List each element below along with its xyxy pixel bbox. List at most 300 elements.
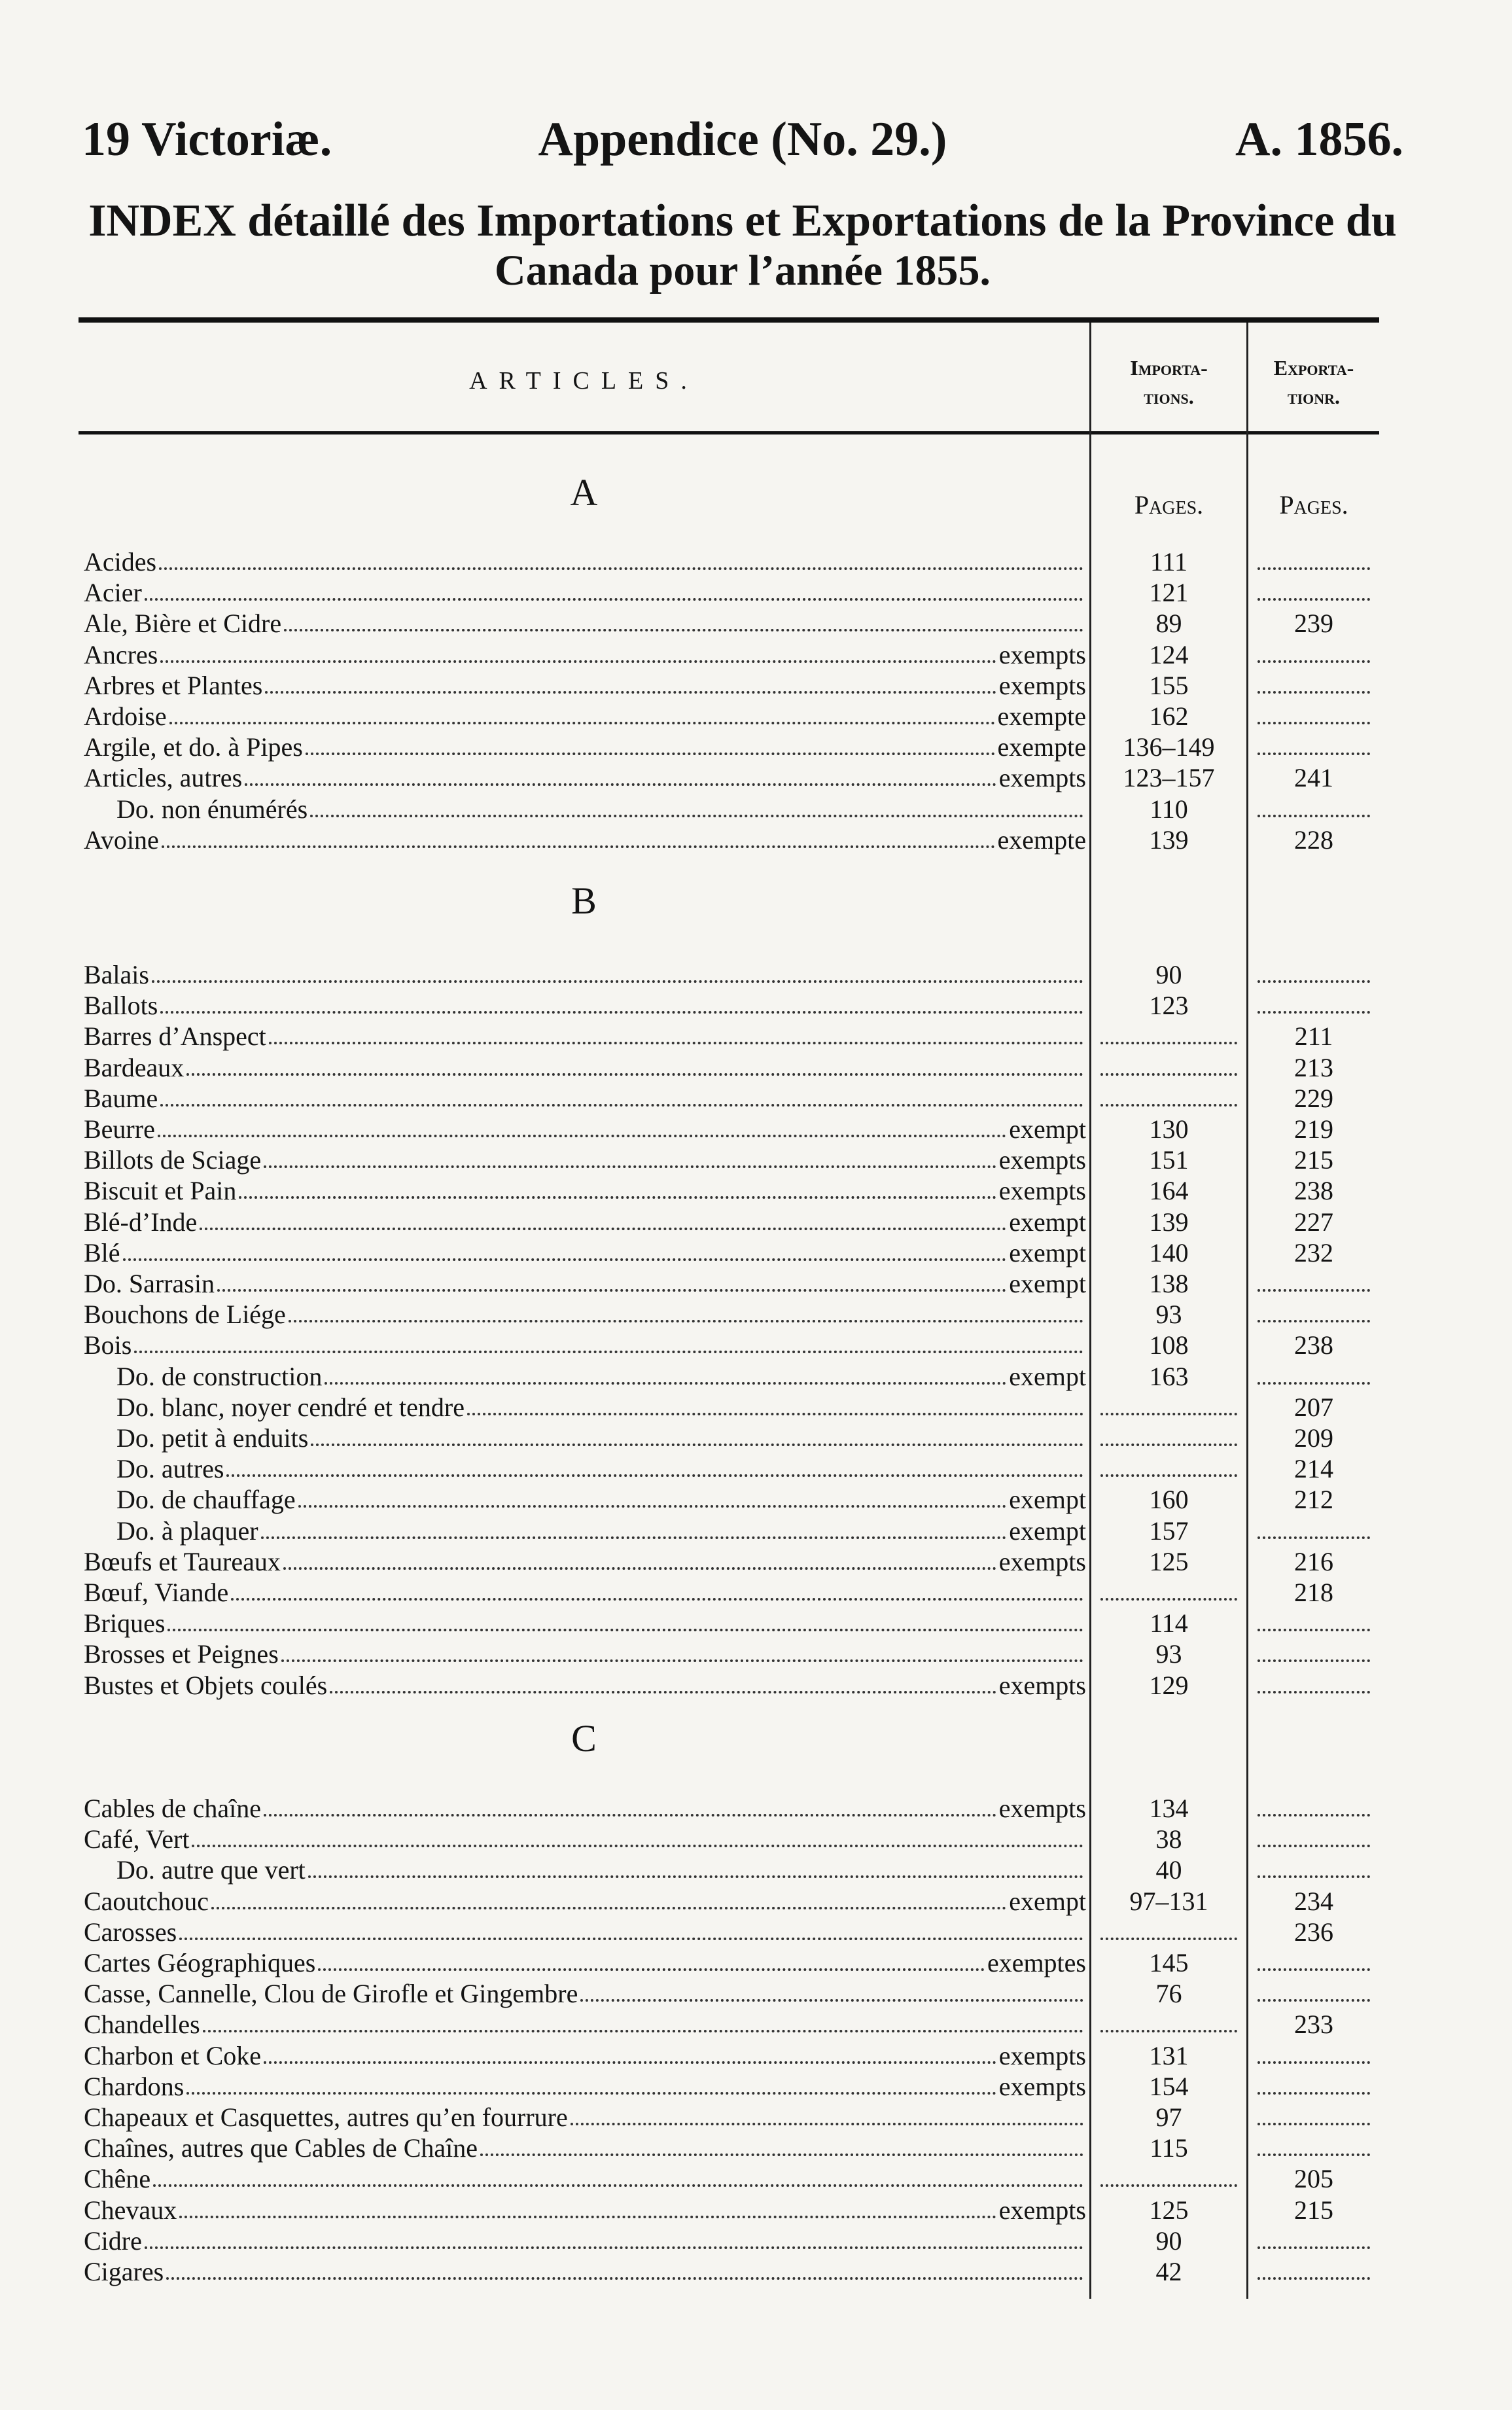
article-name: Acides bbox=[84, 547, 157, 576]
importations-page: 121 bbox=[1149, 578, 1189, 607]
article-cell bbox=[84, 1978, 1086, 2009]
exportations-page bbox=[1248, 959, 1379, 990]
exemption-note: exempts bbox=[998, 2072, 1086, 2101]
importations-page: 90 bbox=[1155, 2226, 1182, 2256]
article-name: Cidre bbox=[84, 2226, 142, 2256]
article-cell bbox=[84, 1608, 1086, 1639]
exportations-page: 238 bbox=[1294, 1330, 1333, 1360]
exportations-page: 211 bbox=[1294, 1021, 1333, 1051]
index-row bbox=[84, 1330, 1379, 1360]
article-name: Chêne bbox=[84, 2164, 151, 2193]
article-cell bbox=[84, 1577, 1086, 1608]
empty-cell-dots bbox=[1257, 546, 1370, 570]
index-row bbox=[84, 1577, 1379, 1608]
header-appendix: Appendice (No. 29.) bbox=[538, 113, 947, 166]
empty-cell-dots bbox=[1100, 1083, 1237, 1107]
index-row bbox=[84, 1670, 1379, 1701]
importations-header-line-1: Importa- bbox=[1130, 356, 1208, 380]
dot-leader bbox=[480, 2133, 1083, 2156]
exemption-note: exempt bbox=[1009, 1269, 1086, 1298]
importations-page: 123–157 bbox=[1123, 763, 1215, 792]
article-name: Bouchons de Liége bbox=[84, 1300, 286, 1329]
dot-leader bbox=[217, 1268, 1006, 1292]
article-cell bbox=[84, 1361, 1086, 1392]
article-name: Chaînes, autres que Cables de Chaîne bbox=[84, 2133, 478, 2163]
exemption-note: exempt bbox=[1009, 1485, 1086, 1514]
index-row bbox=[84, 1361, 1379, 1392]
dot-leader bbox=[153, 2163, 1083, 2187]
exemption-note: exempt bbox=[1009, 1238, 1086, 1267]
exportations-page bbox=[1248, 990, 1379, 1021]
exportations-page bbox=[1248, 1978, 1379, 2009]
article-cell bbox=[84, 1052, 1086, 1083]
article-cell bbox=[84, 546, 1086, 577]
dot-leader bbox=[160, 1083, 1083, 1107]
exportations-page bbox=[1248, 1670, 1379, 1701]
dot-leader bbox=[211, 1886, 1006, 1909]
article-cell bbox=[84, 1917, 1086, 1947]
dot-leader bbox=[159, 546, 1083, 570]
importations-page: 134 bbox=[1149, 1794, 1189, 1823]
index-row bbox=[84, 732, 1379, 762]
empty-cell-dots bbox=[1257, 701, 1370, 724]
article-cell bbox=[84, 1144, 1086, 1175]
articles-column-header: ARTICLES. bbox=[469, 367, 699, 395]
index-row bbox=[84, 2102, 1379, 2133]
importations-page: 108 bbox=[1149, 1330, 1189, 1360]
article-cell bbox=[84, 1886, 1086, 1917]
article-name: Bois bbox=[84, 1330, 132, 1360]
dot-leader bbox=[580, 1978, 1083, 2002]
index-row bbox=[84, 1268, 1379, 1299]
exemption-note: exempt bbox=[1009, 1362, 1086, 1391]
index-row bbox=[84, 608, 1379, 639]
importations-page: 90 bbox=[1155, 960, 1182, 989]
empty-cell-dots bbox=[1257, 2133, 1370, 2156]
exportations-page bbox=[1248, 1854, 1379, 1885]
exportations-page: 236 bbox=[1294, 1917, 1333, 1947]
empty-cell-dots bbox=[1257, 1361, 1370, 1385]
article-name: Argile, et do. à Pipes bbox=[84, 732, 303, 762]
exemption-note: exempts bbox=[998, 1176, 1086, 1205]
exportations-page: 215 bbox=[1294, 2195, 1333, 2225]
index-row bbox=[84, 2071, 1379, 2102]
article-cell bbox=[84, 639, 1086, 670]
exportations-page bbox=[1248, 732, 1379, 762]
dot-leader bbox=[264, 2040, 996, 2064]
dot-leader bbox=[308, 1854, 1083, 1878]
empty-cell-dots bbox=[1257, 1978, 1370, 2002]
dot-leader bbox=[283, 1546, 996, 1570]
index-row bbox=[84, 546, 1379, 577]
exemption-note: exempt bbox=[1009, 1887, 1086, 1916]
index-row bbox=[84, 701, 1379, 732]
article-name: Bœuf, Viande bbox=[84, 1578, 229, 1607]
importations-page: 110 bbox=[1150, 794, 1188, 824]
dot-leader bbox=[289, 1299, 1083, 1322]
exportations-page: 227 bbox=[1294, 1207, 1333, 1237]
index-row bbox=[84, 1546, 1379, 1577]
exemption-note: exempts bbox=[998, 763, 1086, 792]
empty-cell-dots bbox=[1257, 794, 1370, 817]
exemption-note: exempt bbox=[1009, 1516, 1086, 1546]
exemption-note: exempts bbox=[998, 2195, 1086, 2225]
importations-page: 155 bbox=[1149, 671, 1189, 700]
index-row bbox=[84, 2225, 1379, 2256]
empty-cell-dots bbox=[1257, 1854, 1370, 1878]
article-name: Do. de construction bbox=[116, 1362, 323, 1391]
exportations-page bbox=[1248, 2040, 1379, 2071]
article-cell bbox=[84, 1392, 1086, 1423]
index-row bbox=[84, 1453, 1379, 1484]
exportations-page bbox=[1248, 2133, 1379, 2163]
page-title bbox=[82, 196, 1403, 296]
empty-cell-dots bbox=[1257, 2225, 1370, 2249]
index-row bbox=[84, 1299, 1379, 1330]
importations-page: 93 bbox=[1155, 1300, 1182, 1329]
article-cell bbox=[84, 1237, 1086, 1268]
article-name: Bardeaux bbox=[84, 1053, 185, 1082]
article-name: Barres d’Anspect bbox=[84, 1021, 266, 1051]
importations-page bbox=[1091, 1083, 1246, 1114]
empty-cell-dots bbox=[1100, 1423, 1237, 1446]
index-row bbox=[84, 1793, 1379, 1824]
article-cell bbox=[84, 1515, 1086, 1546]
exemption-note: exempts bbox=[998, 1671, 1086, 1700]
article-name: Baume bbox=[84, 1084, 158, 1113]
dot-leader bbox=[158, 1114, 1006, 1137]
index-row bbox=[84, 1608, 1379, 1639]
article-cell bbox=[84, 1947, 1086, 1978]
importations-page bbox=[1091, 1052, 1246, 1083]
importations-page: 140 bbox=[1149, 1238, 1189, 1267]
dot-leader bbox=[239, 1175, 996, 1199]
exportations-page: 228 bbox=[1294, 825, 1333, 855]
empty-cell-dots bbox=[1257, 1670, 1370, 1693]
importations-page: 162 bbox=[1149, 701, 1189, 731]
exemption-note: exemptes bbox=[987, 1948, 1086, 1977]
importations-page bbox=[1091, 1423, 1246, 1453]
importations-page: 111 bbox=[1150, 547, 1188, 576]
article-cell bbox=[84, 2163, 1086, 2194]
index-row bbox=[84, 2133, 1379, 2163]
index-row bbox=[84, 1175, 1379, 1206]
exportations-page: 215 bbox=[1294, 1145, 1333, 1175]
article-name: Ballots bbox=[84, 991, 158, 1020]
article-name: Chevaux bbox=[84, 2195, 177, 2225]
dot-leader bbox=[186, 1052, 1083, 1076]
importations-page: 114 bbox=[1150, 1608, 1188, 1638]
index-row bbox=[84, 1854, 1379, 1885]
exportations-page: 219 bbox=[1294, 1114, 1333, 1144]
exemption-note: exempte bbox=[997, 825, 1086, 855]
dot-leader bbox=[284, 608, 1083, 631]
dot-leader bbox=[167, 1608, 1083, 1631]
exportations-page bbox=[1248, 2256, 1379, 2287]
article-name: Cigares bbox=[84, 2257, 164, 2286]
importations-page: 40 bbox=[1155, 1855, 1182, 1885]
dot-leader bbox=[226, 1453, 1083, 1477]
exportations-page: 209 bbox=[1294, 1423, 1333, 1453]
exportations-page bbox=[1248, 1639, 1379, 1669]
empty-cell-dots bbox=[1257, 1515, 1370, 1539]
importations-page bbox=[1091, 1577, 1246, 1608]
pages-label-exp: Pages. bbox=[1279, 490, 1348, 520]
dot-leader bbox=[179, 2195, 996, 2218]
exportations-page: 239 bbox=[1294, 609, 1333, 638]
dot-leader bbox=[306, 732, 995, 755]
exemption-note: exempts bbox=[998, 1547, 1086, 1576]
article-cell bbox=[84, 1793, 1086, 1824]
article-cell bbox=[84, 824, 1086, 855]
empty-cell-dots bbox=[1100, 2163, 1237, 2187]
index-row bbox=[84, 1515, 1379, 1546]
exportations-page bbox=[1248, 1268, 1379, 1299]
article-name: Ale, Bière et Cidre bbox=[84, 609, 282, 638]
header-rule bbox=[79, 431, 1379, 434]
exportations-page: 213 bbox=[1294, 1053, 1333, 1082]
index-row bbox=[84, 2163, 1379, 2194]
importations-page: 157 bbox=[1149, 1516, 1189, 1546]
article-cell bbox=[84, 794, 1086, 824]
article-cell bbox=[84, 577, 1086, 608]
article-cell bbox=[84, 2225, 1086, 2256]
article-cell bbox=[84, 1299, 1086, 1330]
importations-page: 97–131 bbox=[1129, 1887, 1208, 1916]
header-session: 19 Victoriæ. bbox=[82, 113, 332, 166]
index-row bbox=[84, 2256, 1379, 2287]
article-name: Bustes et Objets coulés bbox=[84, 1671, 328, 1700]
importations-page: 136–149 bbox=[1123, 732, 1215, 762]
exemption-note: exempts bbox=[998, 640, 1086, 669]
article-cell bbox=[84, 990, 1086, 1021]
dot-leader bbox=[325, 1361, 1006, 1385]
importations-page: 125 bbox=[1149, 1547, 1189, 1576]
importations-page: 131 bbox=[1149, 2041, 1189, 2070]
importations-page: 151 bbox=[1149, 1145, 1189, 1175]
dot-leader bbox=[298, 1484, 1007, 1508]
importations-page bbox=[1091, 1392, 1246, 1423]
empty-cell-dots bbox=[1257, 2102, 1370, 2125]
article-cell bbox=[84, 2071, 1086, 2102]
article-name: Acier bbox=[84, 578, 142, 607]
dot-leader bbox=[134, 1330, 1083, 1353]
article-name: Cartes Géographiques bbox=[84, 1948, 316, 1977]
exportations-page: 232 bbox=[1294, 1238, 1333, 1267]
article-name: Chandelles bbox=[84, 2010, 200, 2039]
exemption-note: exempts bbox=[998, 671, 1086, 700]
article-cell bbox=[84, 1546, 1086, 1577]
index-row bbox=[84, 1237, 1379, 1268]
empty-cell-dots bbox=[1257, 990, 1370, 1014]
index-row bbox=[84, 959, 1379, 990]
index-row bbox=[84, 1947, 1379, 1978]
exportations-page: 205 bbox=[1294, 2164, 1333, 2193]
article-name: Avoine bbox=[84, 825, 159, 855]
exportations-page bbox=[1248, 2071, 1379, 2102]
importations-column-header bbox=[1091, 353, 1246, 411]
index-row bbox=[84, 1114, 1379, 1144]
exportations-header-line-1: Exporta- bbox=[1273, 356, 1354, 380]
exportations-page bbox=[1248, 794, 1379, 824]
importations-page: 160 bbox=[1149, 1485, 1189, 1514]
importations-page: 164 bbox=[1149, 1176, 1189, 1205]
importations-page: 123 bbox=[1149, 991, 1189, 1020]
article-name: Do. à plaquer bbox=[116, 1516, 258, 1546]
dot-leader bbox=[269, 1021, 1083, 1044]
importations-page: 163 bbox=[1149, 1362, 1189, 1391]
dot-leader bbox=[571, 2102, 1083, 2125]
article-name: Ardoise bbox=[84, 701, 167, 731]
exportations-page: 214 bbox=[1294, 1454, 1333, 1483]
importations-page: 139 bbox=[1149, 825, 1189, 855]
exportations-page bbox=[1248, 1608, 1379, 1639]
dot-leader bbox=[160, 990, 1083, 1014]
exportations-page: 207 bbox=[1294, 1392, 1333, 1422]
importations-page: 76 bbox=[1155, 1979, 1182, 2008]
article-cell bbox=[84, 701, 1086, 732]
article-name: Beurre bbox=[84, 1114, 155, 1144]
dot-leader bbox=[179, 1917, 1083, 1940]
article-name: Charbon et Coke bbox=[84, 2041, 262, 2070]
article-name: Articles, autres bbox=[84, 763, 243, 792]
dot-leader bbox=[264, 1793, 996, 1816]
index-row bbox=[84, 670, 1379, 701]
dot-leader bbox=[160, 639, 996, 663]
index-row bbox=[84, 1484, 1379, 1515]
exemption-note: exempt bbox=[1009, 1114, 1086, 1144]
index-row bbox=[84, 577, 1379, 608]
exemption-note: exempte bbox=[997, 732, 1086, 762]
article-cell bbox=[84, 1207, 1086, 1237]
empty-cell-dots bbox=[1257, 2040, 1370, 2064]
article-cell bbox=[84, 1423, 1086, 1453]
index-row bbox=[84, 990, 1379, 1021]
exportations-page bbox=[1248, 1824, 1379, 1854]
article-cell bbox=[84, 1484, 1086, 1515]
exportations-page bbox=[1248, 546, 1379, 577]
index-row bbox=[84, 1917, 1379, 1947]
importations-page: 145 bbox=[1149, 1948, 1189, 1977]
article-name: Blé-d’Inde bbox=[84, 1207, 198, 1237]
empty-cell-dots bbox=[1100, 1577, 1237, 1601]
index-row bbox=[84, 1083, 1379, 1114]
article-cell bbox=[84, 1330, 1086, 1360]
section-letter: C bbox=[571, 1717, 597, 1760]
empty-cell-dots bbox=[1257, 959, 1370, 983]
exportations-page bbox=[1248, 577, 1379, 608]
empty-cell-dots bbox=[1257, 639, 1370, 663]
importations-page bbox=[1091, 1917, 1246, 1947]
article-cell bbox=[84, 959, 1086, 990]
dot-leader bbox=[203, 2009, 1083, 2032]
exportations-page bbox=[1248, 701, 1379, 732]
article-name: Casse, Cannelle, Clou de Girofle et Gingembre bbox=[84, 1979, 578, 2008]
title-line-2: Canada pour l’année 1855. bbox=[495, 247, 991, 294]
article-cell bbox=[84, 670, 1086, 701]
dot-leader bbox=[467, 1392, 1083, 1415]
exportations-page bbox=[1248, 639, 1379, 670]
article-cell bbox=[84, 1824, 1086, 1854]
exportations-page: 238 bbox=[1294, 1176, 1333, 1205]
exportations-page: 241 bbox=[1294, 763, 1333, 792]
exportations-page: 233 bbox=[1294, 2010, 1333, 2039]
exportations-page: 216 bbox=[1294, 1547, 1333, 1576]
article-name: Cables de chaîne bbox=[84, 1794, 261, 1823]
dot-leader bbox=[152, 959, 1083, 983]
index-row bbox=[84, 2195, 1379, 2225]
article-name: Caoutchouc bbox=[84, 1887, 209, 1916]
index-row bbox=[84, 762, 1379, 793]
importations-page: 129 bbox=[1149, 1671, 1189, 1700]
article-cell bbox=[84, 1021, 1086, 1052]
importations-page bbox=[1091, 2009, 1246, 2040]
article-name: Chapeaux et Casquettes, autres qu’en fourrure bbox=[84, 2102, 568, 2132]
dot-leader bbox=[281, 1639, 1083, 1662]
index-row bbox=[84, 1144, 1379, 1175]
article-cell bbox=[84, 1854, 1086, 1885]
exemption-note: exempts bbox=[998, 1145, 1086, 1175]
exportations-page bbox=[1248, 2225, 1379, 2256]
empty-cell-dots bbox=[1257, 670, 1370, 694]
index-row bbox=[84, 1052, 1379, 1083]
article-cell bbox=[84, 732, 1086, 762]
article-cell bbox=[84, 2040, 1086, 2071]
empty-cell-dots bbox=[1100, 1917, 1237, 1940]
dot-leader bbox=[145, 577, 1083, 601]
dot-leader bbox=[265, 670, 996, 694]
index-row bbox=[84, 1886, 1379, 1917]
exportations-page: 229 bbox=[1294, 1084, 1333, 1113]
importations-page: 93 bbox=[1155, 1639, 1182, 1669]
article-cell bbox=[84, 762, 1086, 793]
section-letter: A bbox=[570, 471, 598, 514]
article-name: Arbres et Plantes bbox=[84, 671, 263, 700]
article-name: Do. autres bbox=[116, 1454, 224, 1483]
exemption-note: exempt bbox=[1009, 1207, 1086, 1237]
dot-leader bbox=[145, 2225, 1083, 2249]
exportations-page bbox=[1248, 1299, 1379, 1330]
importations-page: 38 bbox=[1155, 1824, 1182, 1854]
dot-leader bbox=[318, 1947, 985, 1971]
dot-leader bbox=[330, 1670, 996, 1693]
article-cell bbox=[84, 2102, 1086, 2133]
importations-page bbox=[1091, 1021, 1246, 1052]
article-name: Blé bbox=[84, 1238, 120, 1267]
dot-leader bbox=[311, 1423, 1083, 1446]
article-cell bbox=[84, 2195, 1086, 2225]
article-cell bbox=[84, 1639, 1086, 1669]
article-name: Ancres bbox=[84, 640, 158, 669]
empty-cell-dots bbox=[1257, 732, 1370, 755]
exportations-page: 218 bbox=[1294, 1578, 1333, 1607]
exportations-page bbox=[1248, 1793, 1379, 1824]
dot-leader bbox=[123, 1237, 1007, 1261]
article-cell bbox=[84, 1268, 1086, 1299]
importations-page: 125 bbox=[1149, 2195, 1189, 2225]
article-cell bbox=[84, 1175, 1086, 1206]
empty-cell-dots bbox=[1257, 1639, 1370, 1662]
article-name: Brosses et Peignes bbox=[84, 1639, 279, 1669]
top-rule bbox=[79, 317, 1379, 323]
importations-page bbox=[1091, 1453, 1246, 1484]
index-row bbox=[84, 1392, 1379, 1423]
dot-leader bbox=[245, 762, 996, 786]
index-row bbox=[84, 2040, 1379, 2071]
exportations-column-header bbox=[1248, 353, 1379, 411]
empty-cell-dots bbox=[1257, 1947, 1370, 1971]
empty-cell-dots bbox=[1257, 1793, 1370, 1816]
